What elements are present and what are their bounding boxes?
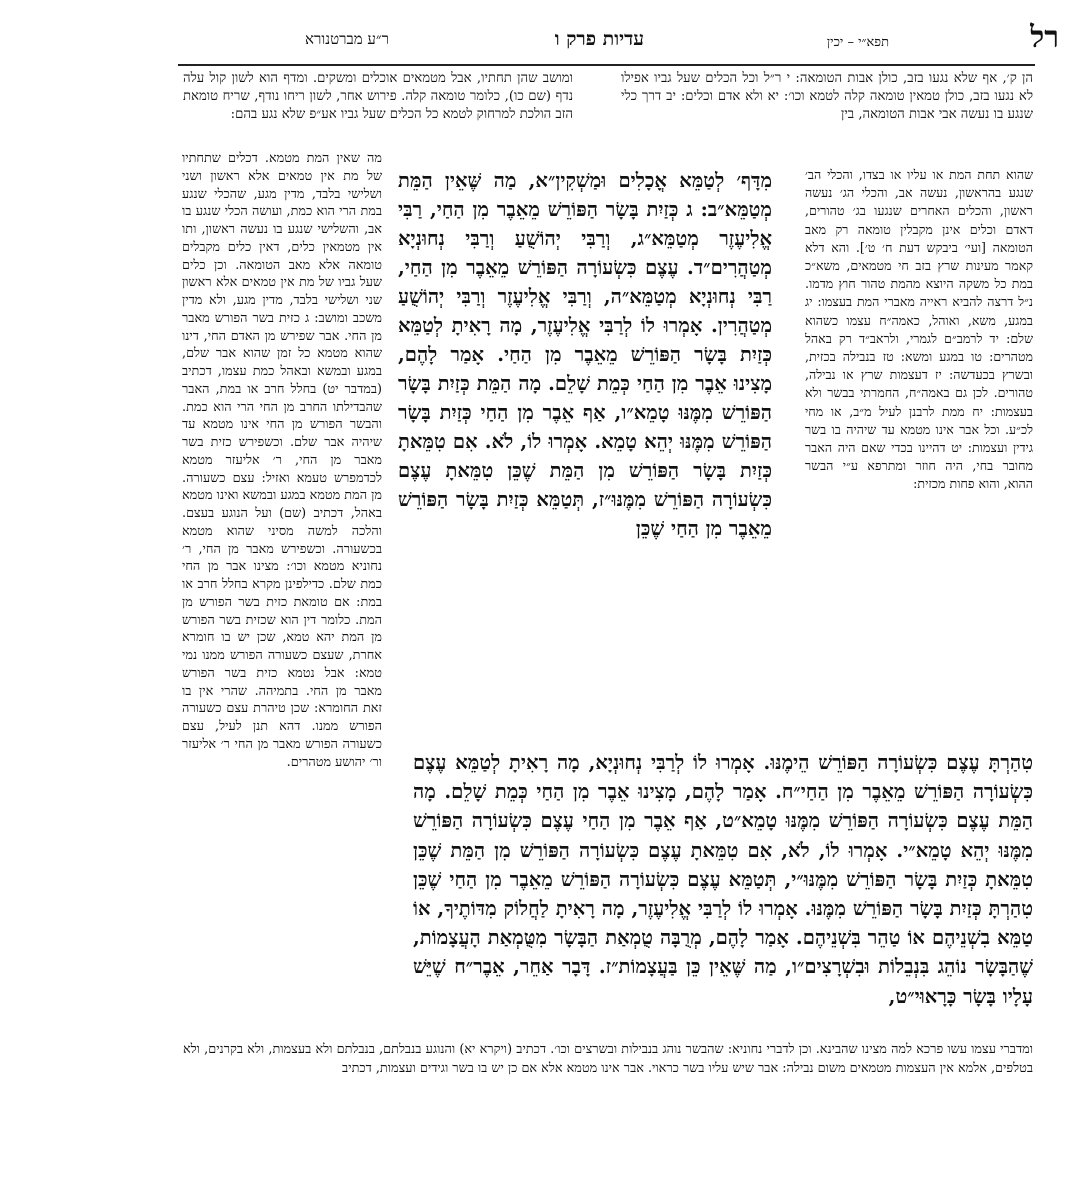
bartenura-bottom-text: ומדברי עצמו עשו פרכא למה מצינו שהבינא. וכן לדברי נחוניא: שהבשר נוהג בנבילות ובשרצים וכו׳. דכתיב (ויקרא יא) והנוגע בנבלתם, בנבלתם ולא בעצמות, ולא בקרנים, ולא בטלפים, אלמא אין העצמות מטמאים משום נבילה: אבר שיש עליו בשר כראוי. אבר אינו מטמא אלא אם כן יש בו בשר וגידים ועצמות, דכתיב <box>183 1042 1033 1076</box>
bartenura-commentary-column <box>182 150 382 771</box>
tractate-chapter-title: עדיות פרק ו <box>554 28 644 50</box>
page-number: רל <box>1030 20 1059 55</box>
mishnah-bottom-text: טִהַרְתָּ עֶצֶם כִּשְׂעוֹרָה הַפּוֹרֵשׁ הֵימֶנּוּ. אָמְרוּ לוֹ לְרַבִּי נְחוּנְיָא, מָה רָאִיתָ לְטַמֵּא עֶצֶם כִּשְׂעוֹרָה הַפּוֹרֵשׁ מֵאֵבֶר מִן הַחַי״ח. אָמַר לָהֶם, מָצִינוּ אֵבֶר מִן הַחַי כְּמֵת שָׁלֵם. מָה הַמֵּת עֶצֶם כִּשְׂעוֹרָה הַפּוֹרֵשׁ מִמֶּנּוּ טָמֵא״ט, אַף אֵבֶר מִן הַחַי עֶצֶם כִּשְׂעוֹרָה הַפּוֹרֵשׁ מִמֶּנּוּ יְהֵא טָמֵא״י. אָמְרוּ לוֹ, לֹא, אִם טִמֵּאתָ עֶצֶם כִּשְׂעוֹרָה הַפּוֹרֵשׁ מִן הַמֵּת שֶׁכֵּן טִמֵּאתָ כְּזַיִת בָּשָׂר הַפּוֹרֵשׁ מִמֶּנּוּ״י, תְּטַמֵּא עֶצֶם כִּשְׂעוֹרָה הַפּוֹרֵשׁ מֵאֵבֶר מִן הַחַי שֶׁכֵּן טִהַרְתָּ כְּזַיִת בָּשָׂר הַפּוֹרֵשׁ מִמֶּנּוּ. אָמְרוּ לוֹ לְרַבִּי אֱלִיעֶזֶר, מָה רָאִיתָ לַחֲלוֹק מִדּוֹתֶיךָ, אוֹ טַמֵּא בִשְׁנֵיהֶם אוֹ טַהֵר בִּשְׁנֵיהֶם. אָמַר לָהֶם, מְרֻבָּה טֻמְאַת הַבָּשָׂר מִטֻּמְאַת הָעֲצָמוֹת, שֶׁהַבָּשָׂר נוֹהֵג בִּנְבֵלוֹת וּבִשְׁרָצִים״ו, מַה שֶּׁאֵין כֵּן בַּעֲצָמוֹת״ז. דָּבָר אַחֵר, אֵבֶר״ח שֶׁיֵּשׁ עָלָיו בָּשָׂר כָּרָאוּי״ט, <box>413 751 1033 1008</box>
header-rule <box>178 64 1035 66</box>
mishnah-text-bottom <box>413 748 1033 1011</box>
running-reference: תפא״י – יכין <box>826 35 889 50</box>
bartenura-main-text: מה שאין המת מטמא. דכלים שתחתיו של מת אין טמאים אלא ראשון ושני ושלישי בלבד, מדין מגע, שהכלי שנגע במת הרי הוא כמת, ועושה הכלי שנגע בו אב, והשלישי שנגע בו נעשה ראשון, ותו אין מטמאין כלים, דאין כלים מקבלים טומאה אלא מאב הטומאה. וכן כלים שעל גביו של מת אין טמאים אלא ראשון שני ושלישי בלבד, מדין מגע, ולא מדין משכב ומושב: ג כזית בשר הפורש מאבר מן החי. אבר שפירש מן האדם החי, דינו שהוא מטמא כל זמן שהוא אבר שלם, במגע ובמשא ובאהל כמת עצמו, דכתיב (במדבר יט) בחלל חרב או במת, האבר שהבדילתו החרב מן החי הרי הוא כמת. והבשר הפורש מן החי אינו מטמא עד שיהיה אבר שלם. וכשפירש כזית בשר מאבר מן החי, ר׳ אליעזר מטמא לכדמפרש טעמא ואזיל: עצם כשעורה. מן המת מטמא במגע ובמשא ואינו מטמא באהל, דכתיב (שם) ועל הנוגע בעצם. והלכה למשה מסיני שהוא מטמא בכשעורה. וכשפירש מאבר מן החי, ר׳ נחוניא מטמא וכו׳: מצינו אבר מן החי כמת שלם. כדילפינן מקרא בחלל חרב או במת: אם טומאת כזית בשר הפורש מן המת. כלומר דין הוא שכזית בשר הפורש מן המת יהא טמא, שכן יש בו חומרא אחרת, שעצם כשעורה הפורש ממנו נמי טמא: אבל נטמא כזית בשר הפורש מאבר מן החי. בתמיהה. שהרי אין בו זאת החומרא: שכן טיהרת עצם כשעורה הפורש ממנו. דהא תנן לעיל, עצם כשעורה הפורש מאבר מן החי ר׳ אליעזר ור׳ יהושע מטהרים. <box>182 151 382 770</box>
bartenura-top-text: ומושב שהן תחתיו, אבל מטמאים אוכלים ומשקים. ומדף הוא לשון קול עלה נדף (שם כו), כלומר טומאה קלה. פירוש אחר, לשון ריחו נודף, שריח טומאת הזב הולכת למרחוק לטמא כל הכלים שעל גביו אע״פ שלא נגע בהם: <box>183 71 573 122</box>
mishnah-top-text: מִדָּף׳ לְטַמֵּא אֳכָלִים וּמַשְׁקִין״א, מַה שֶּׁאֵין הַמֵּת מְטַמֵּא״ב: ג כְּזַיִת בָּשָׂר הַפּוֹרֵשׁ מֵאֵבֶר מִן הַחַי, רַבִּי אֱלִיעֶזֶר מְטַמֵּא״ג, וְרַבִּי יְהוֹשֻׁעַ וְרַבִּי נְחוּנְיָא מְטַהֲרִים״ד. עֶצֶם כִּשְׂעוֹרָה הַפּוֹרֵשׁ מֵאֵבֶר מִן הַחַי, רַבִּי נְחוּנְיָא מְטַמֵּא״ה, וְרַבִּי אֱלִיעֶזֶר וְרַבִּי יְהוֹשֻׁעַ מְטַהֲרִין. אָמְרוּ לוֹ לְרַבִּי אֱלִיעֶזֶר, מָה רָאִיתָ לְטַמֵּא כְּזַיִת בָּשָׂר הַפּוֹרֵשׁ מֵאֵבֶר מִן הַחַי. אָמַר לָהֶם, מָצִינוּ אֵבֶר מִן הַחַי כְּמֵת שָׁלֵם. מָה הַמֵּת כְּזַיִת בָּשָׂר הַפּוֹרֵשׁ מִמֶּנּוּ טָמֵא״ו, אַף אֵבֶר מִן הַחַי כְּזַיִת בָּשָׂר הַפּוֹרֵשׁ מִמֶּנּוּ יְהֵא טָמֵא. אָמְרוּ לוֹ, לֹא. אִם טִמֵּאתָ כְּזַיִת בָּשָׂר הַפּוֹרֵשׁ מִן הַמֵּת שֶׁכֵּן טִמֵּאתָ עֶצֶם כִּשְׂעוֹרָה הַפּוֹרֵשׁ מִמֶּנּוּ״ז, תְּטַמֵּא כְּזַיִת בָּשָׂר הַפּוֹרֵשׁ מֵאֵבֶר מִן הַחַי שֶׁכֵּן <box>398 169 772 540</box>
bartenura-commentary-top <box>183 70 573 124</box>
yachin-notes-column <box>805 166 1033 494</box>
commentary-title: ר״ע מברטנורא <box>305 30 389 48</box>
bartenura-commentary-bottom <box>183 1040 1033 1078</box>
yachin-top-text: הן ק׳, אף שלא נגעו בזב, כולן אבות הטומאה: י ר״ל וכל הכלים שעל גביו אפילו לא נגעו בזב, כולן טמאין טומאה קלה לטמא וכו׳: יא ולא אדם וכלים: יב דרך כלי שנגע בו נעשה אבי אבות הטומאה, בין <box>621 71 1033 122</box>
yachin-notes-text: שהוא תחת המת או עליו או בצדו, והכלי הב׳ שנגע בהראשון, נעשה אב, והכלי הג׳ נעשה ראשון, והכלים האחרים שנגעו בג׳ טהורים, דאדם וכלים אינן מקבלין טומאה רק מאב הטומאה [ועי׳ ביבקש דעת ח׳ ט׳]. והא דלא קאמר מעינות שרץ בזב חי מטמאים, משא״כ במת כל משקה היוצא מהמת טהור חוץ מדמו. נ״ל דרצה להביא ראייה מאברי המת בעצמו: יג במגע, משא, ואוהל, כאמה״ח עצמו כשהוא שלם: יד לרמב״ם לגמרי, ולראב״ד רק באהל מטהרים: טו במגע ומשא: טז בנבילה בכזית, ובשרץ בכעדשה: יז דעצמות שרץ או נבילה, טהורים. לכן גם באמה״ח, החמרתי בבשר ולא בעצמות: יח ממת לרבנן לעיל מ״ב, או מחי לכ״ע. וכל אבר אינו מטמא עד שיהיה בו בשר גידין ועצמות: יט דהיינו בכדי שאם היה האבר מחובר בחי, היה חוזר ומתרפא ע״י הבשר ההוא, והוא פחות מכזית: <box>805 167 1033 492</box>
page-header <box>176 20 1059 60</box>
mishnah-text-top <box>398 166 772 543</box>
yachin-commentary-top <box>621 70 1033 124</box>
